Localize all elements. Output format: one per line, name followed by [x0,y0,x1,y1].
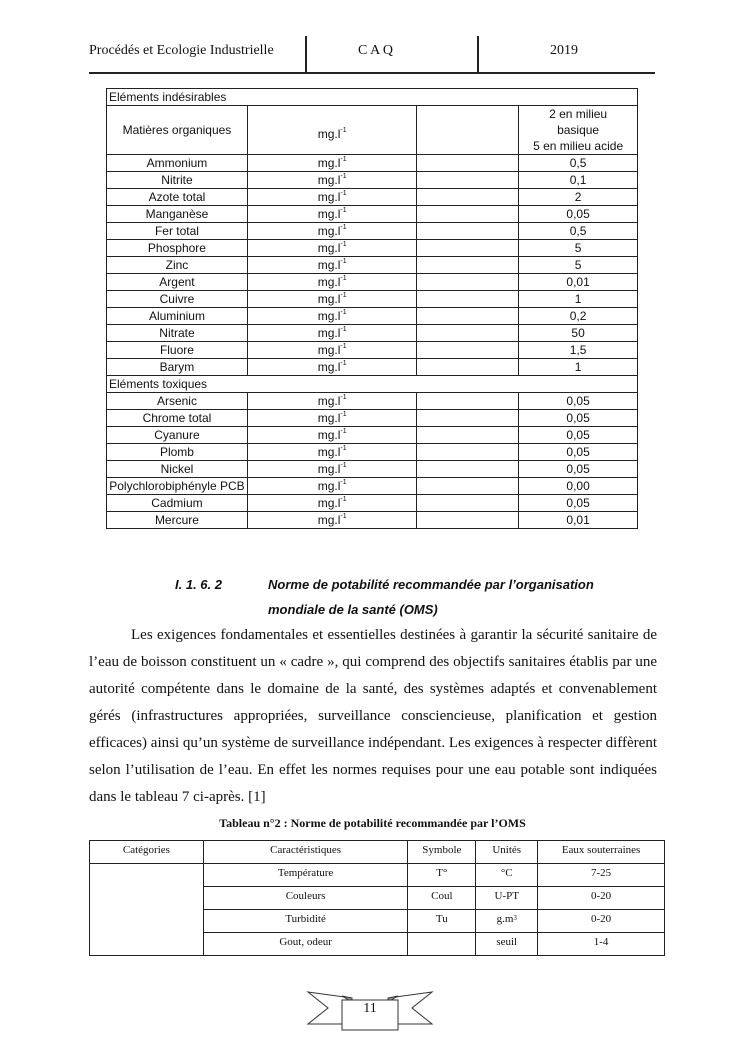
limit-value: 1 [519,359,638,376]
unit-cell: $mg.l^{-1}$ [247,155,417,172]
column-header: Unités [476,841,538,864]
body-paragraph: Les exigences fondamentales et essentielles destinées à garantir la sécurité sanitaire de l’eau de boisson constituent un « cadre », qui comprend des objectifs sanitaires établis par une autorité compétente dans le domaine de la santé, des systèmes adaptés et convenablement gérés (infrastructures appropriées, surveillance consciencieuse, planification et gestion efficaces) ainsi qu’un système de surveillance indépendant. Les exigences à respecter diffèrent selon l’utilisation de l’eau. En effet les normes requises pour une eau potable sont indiquées dans le tableau 7 ci-après. [1] [89,627,657,805]
unit-cell: $mg.l^{-1}$ [247,206,417,223]
empty-cell [417,512,519,529]
unit-cell: $mg.l^{-1}$ [247,257,417,274]
limit-value: 5 [519,240,638,257]
parameter-name: Barym [107,359,248,376]
column-header: Eaux souterraines [538,841,665,864]
empty-cell [417,240,519,257]
section-row [107,376,638,393]
limit-value: 50 [519,325,638,342]
section-title-line: mondiale de la santé (OMS) [268,602,438,617]
unit-cell: $mg.l^{-1}$ [247,240,417,257]
table-cell: Coul [408,887,476,910]
empty-cell [417,206,519,223]
header-divider [477,36,479,74]
unit-cell: $mg.l^{-1}$ [247,106,417,155]
section-title [268,572,594,622]
table-row [107,189,638,206]
parameter-name: Manganèse [107,206,248,223]
unit-cell: $mg.l^{-1}$ [247,291,417,308]
table-cell: $g.m^3$ [476,910,538,933]
unit-cell: $mg.l^{-1}$ [247,342,417,359]
table-cell: Turbidité [203,910,408,933]
parameter-name: Phosphore [107,240,248,257]
table-row [107,342,638,359]
unit-cell: $mg.l^{-1}$ [247,410,417,427]
table-row [107,444,638,461]
parameter-name: Aluminium [107,308,248,325]
header-right: 2019 [550,43,578,58]
section-row [107,89,638,106]
unit-cell: $mg.l^{-1}$ [247,359,417,376]
empty-cell [417,172,519,189]
limit-value: 0,01 [519,512,638,529]
parameter-name: Cyanure [107,427,248,444]
table-row [107,308,638,325]
table-cell: 7-25 [538,864,665,887]
limit-value: 0,1 [519,172,638,189]
parameter-name: Chrome total [107,410,248,427]
table-row [107,206,638,223]
unit-cell: $mg.l^{-1}$ [247,189,417,206]
table-cell: T° [408,864,476,887]
empty-cell [417,359,519,376]
column-header: Symbole [408,841,476,864]
unit-cell: $mg.l^{-1}$ [247,495,417,512]
unit-cell: $mg.l^{-1}$ [247,427,417,444]
table-cell: seuil [476,933,538,956]
limit-value: 2 [519,189,638,206]
limit-value: 0,5 [519,155,638,172]
table-row [107,410,638,427]
empty-cell [417,393,519,410]
parameter-name: Matières organiques [107,106,248,155]
standards-table [106,88,638,529]
empty-cell [417,342,519,359]
limit-value: 0,2 [519,308,638,325]
table-row [107,172,638,189]
header-rule [89,72,655,74]
limit-value: 0,05 [519,206,638,223]
limit-value: 0,00 [519,478,638,495]
parameter-name: Cadmium [107,495,248,512]
parameter-name: Azote total [107,189,248,206]
table-cell: Gout, odeur [203,933,408,956]
unit-cell: $mg.l^{-1}$ [247,274,417,291]
table-row [107,274,638,291]
empty-cell [417,291,519,308]
column-header: Catégories [90,841,204,864]
table-row [107,478,638,495]
parameter-name: Cuivre [107,291,248,308]
table-cell: 1-4 [538,933,665,956]
table-row [107,427,638,444]
table-row [107,325,638,342]
limit-value: 2 en milieu basique 5 en milieu acide [519,106,638,155]
empty-cell [417,461,519,478]
unit-cell: $mg.l^{-1}$ [247,478,417,495]
table-row [107,257,638,274]
parameter-name: Fer total [107,223,248,240]
category-cell [90,864,204,956]
unit-cell: $mg.l^{-1}$ [247,444,417,461]
section-number: I. 1. 6. 2 [175,577,222,592]
header-divider [305,36,307,74]
table-row [90,864,665,887]
column-header: Caractéristiques [203,841,408,864]
parameter-name: Nitrate [107,325,248,342]
page-number: 11 [363,1001,377,1016]
parameter-name: Nickel [107,461,248,478]
oms-table [89,840,665,956]
empty-cell [417,257,519,274]
table-cell [408,933,476,956]
table-cell: Couleurs [203,887,408,910]
limit-value: 0,01 [519,274,638,291]
empty-cell [417,274,519,291]
unit-cell: $mg.l^{-1}$ [247,223,417,240]
parameter-name: Fluore [107,342,248,359]
unit-cell: $mg.l^{-1}$ [247,308,417,325]
table-row [107,291,638,308]
limit-value: 1 [519,291,638,308]
limit-value: 0,05 [519,444,638,461]
header-center: C A Q [358,43,394,58]
empty-cell [417,155,519,172]
empty-cell [417,223,519,240]
section-title-line: Norme de potabilité recommandée par l’organisation [268,577,594,592]
limit-value: 0,05 [519,461,638,478]
limit-value: 5 [519,257,638,274]
limit-value: 0,05 [519,427,638,444]
table-row [107,461,638,478]
parameter-name: Ammonium [107,155,248,172]
empty-cell [417,410,519,427]
limit-value: 0,05 [519,410,638,427]
parameter-name: Zinc [107,257,248,274]
unit-cell: $mg.l^{-1}$ [247,393,417,410]
table-cell: °C [476,864,538,887]
table-cell: Température [203,864,408,887]
limit-value: 0,5 [519,223,638,240]
table-row [107,240,638,257]
parameter-name: Plomb [107,444,248,461]
parameter-name: Polychlorobiphényle PCB [107,478,248,495]
unit-cell: $mg.l^{-1}$ [247,172,417,189]
table-cell: U-PT [476,887,538,910]
parameter-name: Nitrite [107,172,248,189]
table-row [107,359,638,376]
empty-cell [417,444,519,461]
empty-cell [417,478,519,495]
header-row [90,841,665,864]
table-cell: 0-20 [538,910,665,933]
empty-cell [417,106,519,155]
empty-cell [417,189,519,206]
unit-cell: $mg.l^{-1}$ [247,325,417,342]
table-row [107,223,638,240]
unit-cell: $mg.l^{-1}$ [247,512,417,529]
parameter-name: Arsenic [107,393,248,410]
table-cell: 0-20 [538,887,665,910]
unit-cell: $mg.l^{-1}$ [247,461,417,478]
empty-cell [417,325,519,342]
table-row [107,393,638,410]
section-label: Eléments indésirables [107,89,638,106]
table-row [107,495,638,512]
limit-value: 1,5 [519,342,638,359]
table-row [107,512,638,529]
empty-cell [417,427,519,444]
table-row [107,155,638,172]
table-row [107,106,638,155]
header-left: Procédés et Ecologie Industrielle [89,43,274,58]
parameter-name: Argent [107,274,248,291]
empty-cell [417,495,519,512]
section-label: Eléments toxiques [107,376,638,393]
table-caption: Tableau n°2 : Norme de potabilité recommandée par l’OMS [219,816,526,830]
limit-value: 0,05 [519,495,638,512]
empty-cell [417,308,519,325]
table-cell: Tu [408,910,476,933]
parameter-name: Mercure [107,512,248,529]
limit-value: 0,05 [519,393,638,410]
